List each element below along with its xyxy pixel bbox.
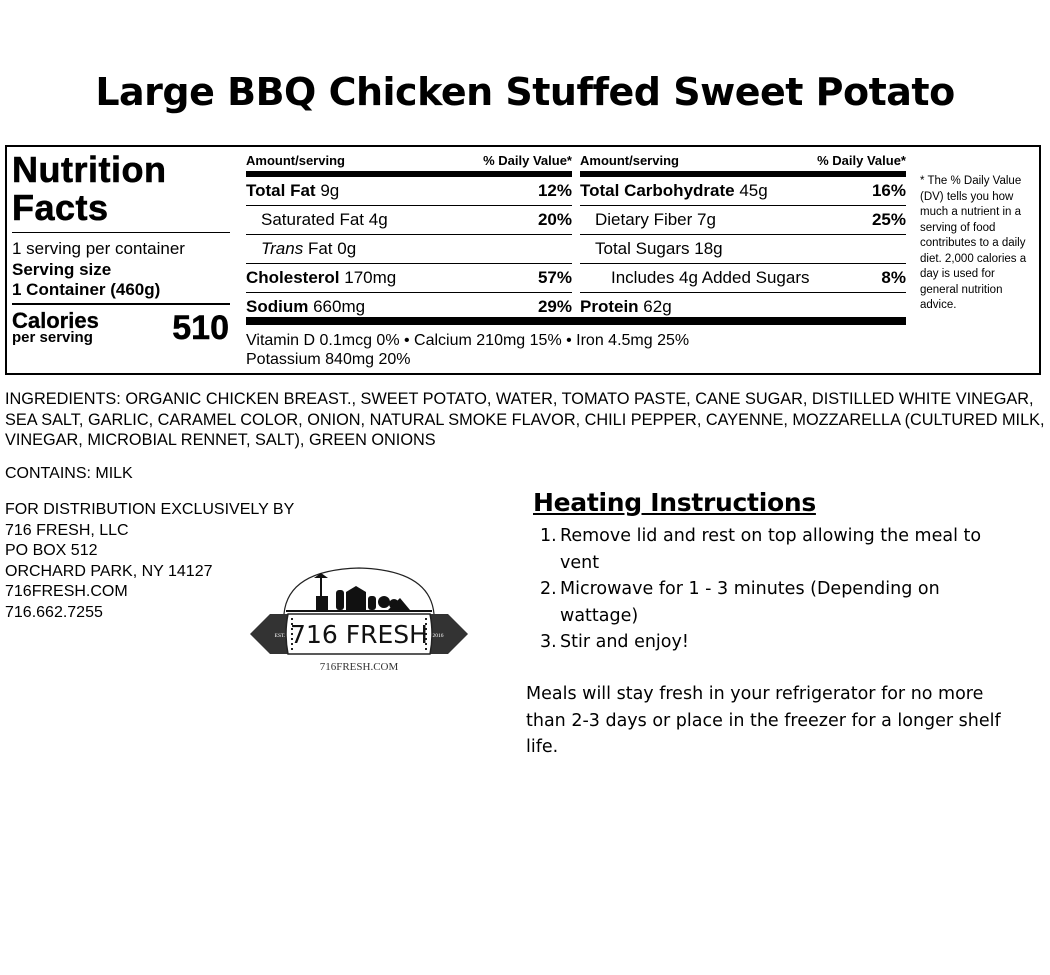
nutrient-name: Protein xyxy=(580,297,639,316)
nutrient-name-suffix: Fat xyxy=(307,239,333,258)
nutrient-row-cholesterol xyxy=(246,264,572,293)
serving-size-value: 1 Container (460g) xyxy=(12,280,161,299)
thick-rule-bottom xyxy=(246,317,906,325)
nutrient-dv: 25% xyxy=(871,210,906,229)
step-text: Remove lid and rest on top allowing the meal to vent xyxy=(560,526,982,573)
vitamins-minerals xyxy=(246,331,689,369)
nutrient-amount: 45g xyxy=(739,181,768,200)
step-text: Stir and enjoy! xyxy=(560,632,689,652)
logo-year: 2016 xyxy=(432,633,444,639)
nutrient-name: Dietary Fiber xyxy=(595,210,693,229)
ribbon-left-tail xyxy=(250,614,270,654)
vitamins-line-1: Vitamin D 0.1mcg 0% • Calcium 210mg 15% • Iron 4.5mg 25% xyxy=(246,332,690,349)
logo-url: 716FRESH.COM xyxy=(319,661,399,673)
nutrient-name: Includes 4g Added Sugars xyxy=(611,268,810,287)
nutrient-row-total-fat xyxy=(246,177,572,206)
nutrient-dv: 57% xyxy=(537,268,572,287)
brand-logo xyxy=(248,566,470,674)
nutrient-row-trans-fat xyxy=(246,235,572,264)
nutrient-name: Saturated Fat xyxy=(261,210,365,229)
allergen-statement: CONTAINS: MILK xyxy=(5,465,133,482)
nutrient-name: Cholesterol xyxy=(246,268,340,287)
dv-header: % Daily Value* xyxy=(483,153,572,168)
nutrient-name: Sodium xyxy=(246,297,309,316)
distributor-po-box: PO BOX 512 xyxy=(5,542,98,559)
nutrient-row-saturated-fat xyxy=(246,206,572,235)
step-text: Microwave for 1 - 3 minutes (Depending on wattage) xyxy=(560,579,940,626)
amount-header: Amount/serving xyxy=(580,153,679,168)
calories-sublabel: per serving xyxy=(12,329,93,346)
vitamins-line-2: Potassium 840mg 20% xyxy=(246,351,411,368)
storage-note: Meals will stay fresh in your refrigerator for no more than 2-3 days or place in the freezer for a longer shelf life. xyxy=(526,684,1001,757)
column-header xyxy=(246,153,572,169)
nutrient-row-total-carbohydrate xyxy=(580,177,906,206)
nutrient-dv: 8% xyxy=(881,268,906,287)
nutrient-name: Total Carbohydrate xyxy=(580,181,735,200)
step-number: 1. xyxy=(540,526,557,546)
logo-est: EST. xyxy=(274,633,286,639)
divider xyxy=(12,303,230,305)
nutrient-amount: 9g xyxy=(320,181,340,200)
nutrient-dv: 20% xyxy=(537,210,572,229)
nutrient-amount: 660mg xyxy=(313,297,366,316)
nutrient-amount: 170mg xyxy=(344,268,397,287)
column-header xyxy=(580,153,906,169)
heating-step xyxy=(540,629,1000,656)
nutrient-amount: 62g xyxy=(643,297,672,316)
product-title: Large BBQ Chicken Stuffed Sweet Potato xyxy=(95,70,955,114)
calories-value: 510 xyxy=(172,309,229,347)
nutrient-dv: 12% xyxy=(537,181,572,200)
nutrient-dv: 29% xyxy=(537,297,572,316)
amount-header: Amount/serving xyxy=(246,153,345,168)
nutrient-dv: 16% xyxy=(871,181,906,200)
ribbon-right-tail xyxy=(448,614,468,654)
distributor-name: 716 FRESH, LLC xyxy=(5,521,129,539)
heading-line-2: Facts xyxy=(12,187,109,228)
logo-wordmark: 716 FRESH xyxy=(290,620,428,649)
nutrient-amount: 4g xyxy=(368,210,388,229)
step-number: 3. xyxy=(540,632,557,652)
daily-value-footnote: * The % Daily Value (DV) tells you how much a nutrient in a serving of food contributes to a daily diet. 2,000 calories a day is used for general nutrition advice. xyxy=(920,175,1027,311)
heating-instructions-title: Heating Instructions xyxy=(533,488,816,517)
nutrient-name: Trans xyxy=(261,239,304,258)
servings-per-container: 1 serving per container xyxy=(12,239,185,258)
nutrient-name: Total Fat xyxy=(246,181,316,200)
distributor-website: 716FRESH.COM xyxy=(5,583,128,600)
distributor-city: ORCHARD PARK, NY 14127 xyxy=(5,562,213,580)
ingredients-list: INGREDIENTS: ORGANIC CHICKEN BREAST., SWEET POTATO, WATER, TOMATO PASTE, CANE SUGAR, DISTILLED WHITE VINEGAR, SEA SALT, GARLIC, CARAMEL COLOR, ONION, NATURAL SMOKE FLAVOR, CHILI PEPPER, CAYENNE, MOZZARELLA (CULTURED MILK, VINEGAR, MICROBIAL RENNET, SALT), GREEN ONIONS xyxy=(5,390,1045,449)
nutrient-column-left xyxy=(246,153,572,321)
dv-header: % Daily Value* xyxy=(817,153,906,168)
nutrient-row-total-sugars xyxy=(580,235,906,264)
nutrient-name: Total Sugars xyxy=(595,239,690,258)
nutrition-facts-heading xyxy=(12,151,166,227)
divider xyxy=(12,232,230,233)
nutrient-column-right xyxy=(580,153,906,321)
heading-line-1: Nutrition xyxy=(12,149,167,190)
heating-step xyxy=(540,523,1000,576)
step-number: 2. xyxy=(540,579,557,599)
heating-step xyxy=(540,576,1000,629)
distributor-phone: 716.662.7255 xyxy=(5,603,103,621)
nutrient-row-added-sugars xyxy=(580,264,906,293)
distributor-line: FOR DISTRIBUTION EXCLUSIVELY BY xyxy=(5,501,295,518)
nutrient-amount: 0g xyxy=(337,239,357,258)
heating-steps xyxy=(540,523,1000,656)
calories-label: Calories xyxy=(12,308,99,333)
nutrient-amount: 18g xyxy=(694,239,723,258)
nutrient-amount: 7g xyxy=(697,210,716,229)
nutrient-row-dietary-fiber xyxy=(580,206,906,235)
serving-size-label: Serving size xyxy=(12,260,112,279)
nutrition-facts-panel xyxy=(5,145,1041,375)
